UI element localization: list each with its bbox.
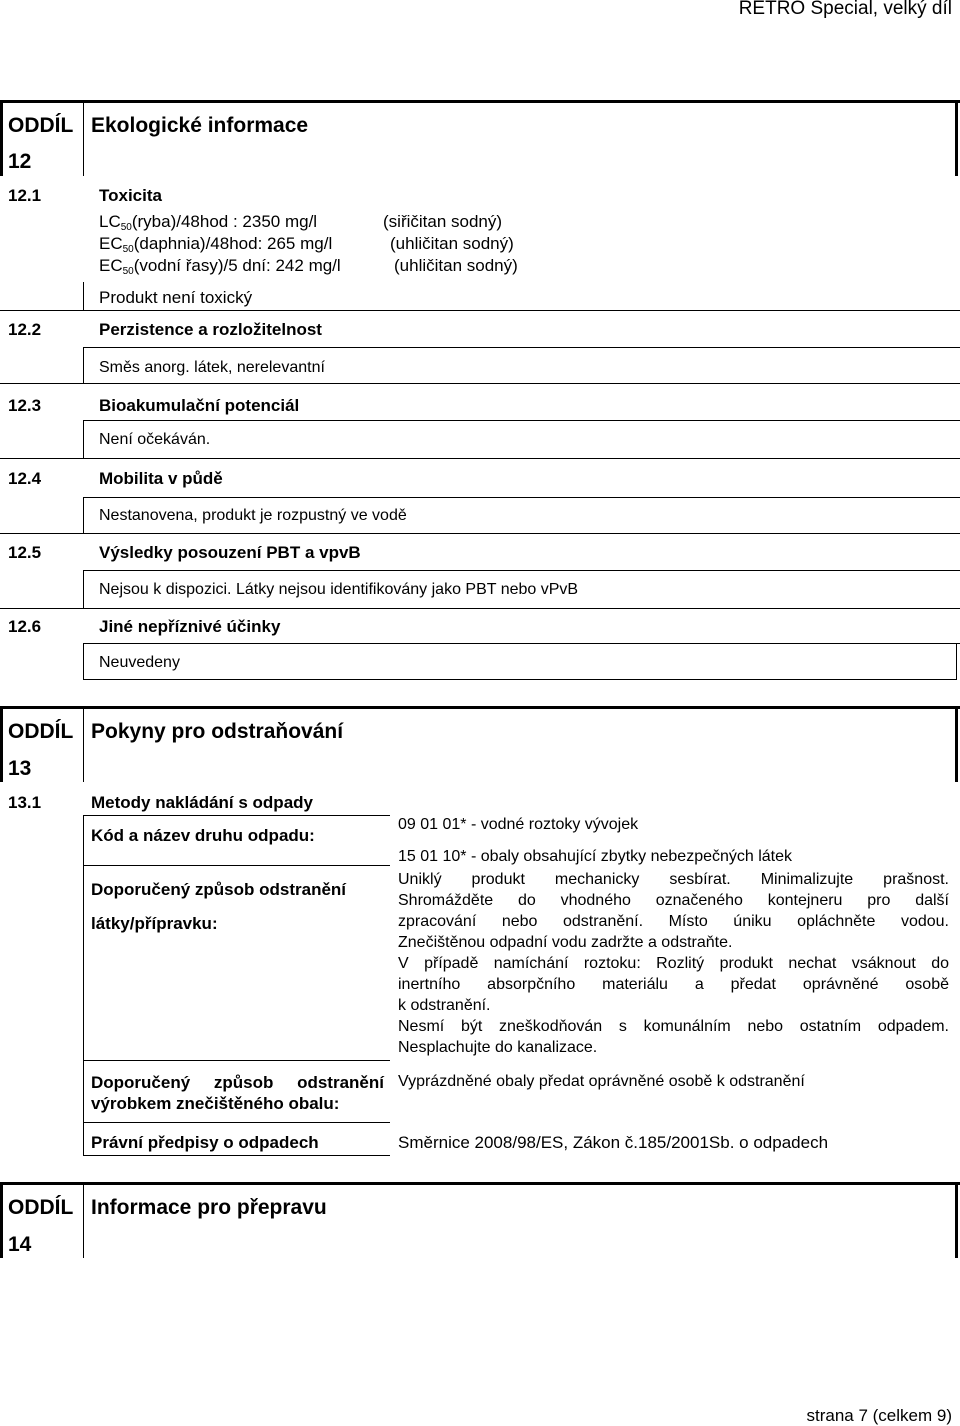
section-title: Pokyny pro odstraňování: [91, 720, 344, 743]
toxicity-row: $EC_{50}(vodní$ řasy)/5 dní: 242 mg/l: [99, 256, 341, 277]
subsection-text: Neuvedeny: [99, 654, 180, 671]
disposal-instructions: Uniklý produkt mechanicky sesbírat. Minimalizujte prašnost. Shromážděte do vhodného označeného kontejneru pro další zpracování nebo odstranění. Místo úniku opláchněte vodou. Znečištěnou odpadní vodu zadržte a odstraňte. V případě namíchání roztoku: Rozlitý produkt nechat vsáknout do inertního absorpčního materiálu a předat oprávněné osobě k odstranění. Nesmí být zneškodňován s komunálním nebo ostatním odpadem. Nesplachujte do kanalizace.: [398, 871, 949, 1056]
toxicity-substance: (siřičitan sodný): [383, 212, 503, 231]
waste-code: 15 01 10* - obaly obsahující zbytky nebezpečných látek: [398, 848, 793, 865]
waste-code: 09 01 01* - vodné roztoky vývojek: [398, 816, 639, 833]
subsection-title: Mobilita v půdě: [99, 469, 223, 488]
disposal-label: Doporučený způsob odstranění: [91, 880, 347, 899]
subsection-title: Toxicita: [99, 186, 162, 205]
legislation-text: Směrnice 2008/98/ES, Zákon č.185/2001Sb. o odpadech: [398, 1133, 829, 1152]
section-title: Ekologické informace: [91, 114, 309, 137]
toxicity-note: Produkt není toxický: [99, 288, 253, 307]
subsection-number: 13.1: [8, 793, 42, 812]
section-title: Informace pro přepravu: [91, 1196, 327, 1219]
toxicity-substance: (uhličitan sodný): [390, 234, 514, 253]
section-number: 14: [8, 1233, 32, 1256]
subsection-title: Perzistence a rozložitelnost: [99, 320, 322, 339]
section-label: ODDÍL: [8, 114, 74, 137]
disposal-label: látky/přípravku:: [91, 914, 218, 933]
subsection-number: 12.5: [8, 543, 42, 562]
subsection-text: Nejsou k dispozici. Látky nejsou identifikovány jako PBT nebo vPvB: [99, 581, 579, 598]
section-label: ODDÍL: [8, 1196, 74, 1219]
subsection-title: Metody nakládání s odpady: [91, 793, 313, 812]
subsection-title: Jiné nepříznivé účinky: [99, 617, 281, 636]
toxicity-substance: (uhličitan sodný): [394, 256, 518, 275]
subsection-number: 12.3: [8, 396, 42, 415]
subsection-text: Směs anorg. látek, nerelevantní: [99, 359, 325, 376]
document-header-title: RETRO Special, velký díl: [738, 0, 952, 19]
packaging-label: Doporučený způsob odstranění: [91, 1073, 384, 1092]
page-number: strana 7 (celkem 9): [806, 1406, 952, 1425]
legislation-label: Právní předpisy o odpadech: [91, 1133, 319, 1152]
toxicity-row: $LC_{50}(ryba)/48hod$ : 2350 mg/l: [99, 212, 318, 233]
section-number: 12: [8, 150, 32, 173]
subsection-title: Bioakumulační potenciál: [99, 396, 300, 415]
subsection-number: 12.1: [8, 186, 42, 205]
subsection-text: Nestanovena, produkt je rozpustný ve vodě: [99, 507, 407, 524]
packaging-text: Vyprázdněné obaly předat oprávněné osobě k odstranění: [398, 1073, 805, 1090]
waste-code-label: Kód a název druhu odpadu:: [91, 826, 315, 845]
section-number: 13: [8, 757, 32, 780]
packaging-label: výrobkem znečištěného obalu:: [91, 1094, 340, 1113]
subsection-text: Není očekáván.: [99, 431, 211, 448]
subsection-number: 12.6: [8, 617, 42, 636]
subsection-title: Výsledky posouzení PBT a vpvB: [99, 543, 361, 562]
subsection-number: 12.4: [8, 469, 42, 488]
section-label: ODDÍL: [8, 720, 74, 743]
toxicity-row: $EC_{50}(daphnia)/48hod$: 265 mg/l: [99, 234, 333, 255]
subsection-number: 12.2: [8, 320, 42, 339]
